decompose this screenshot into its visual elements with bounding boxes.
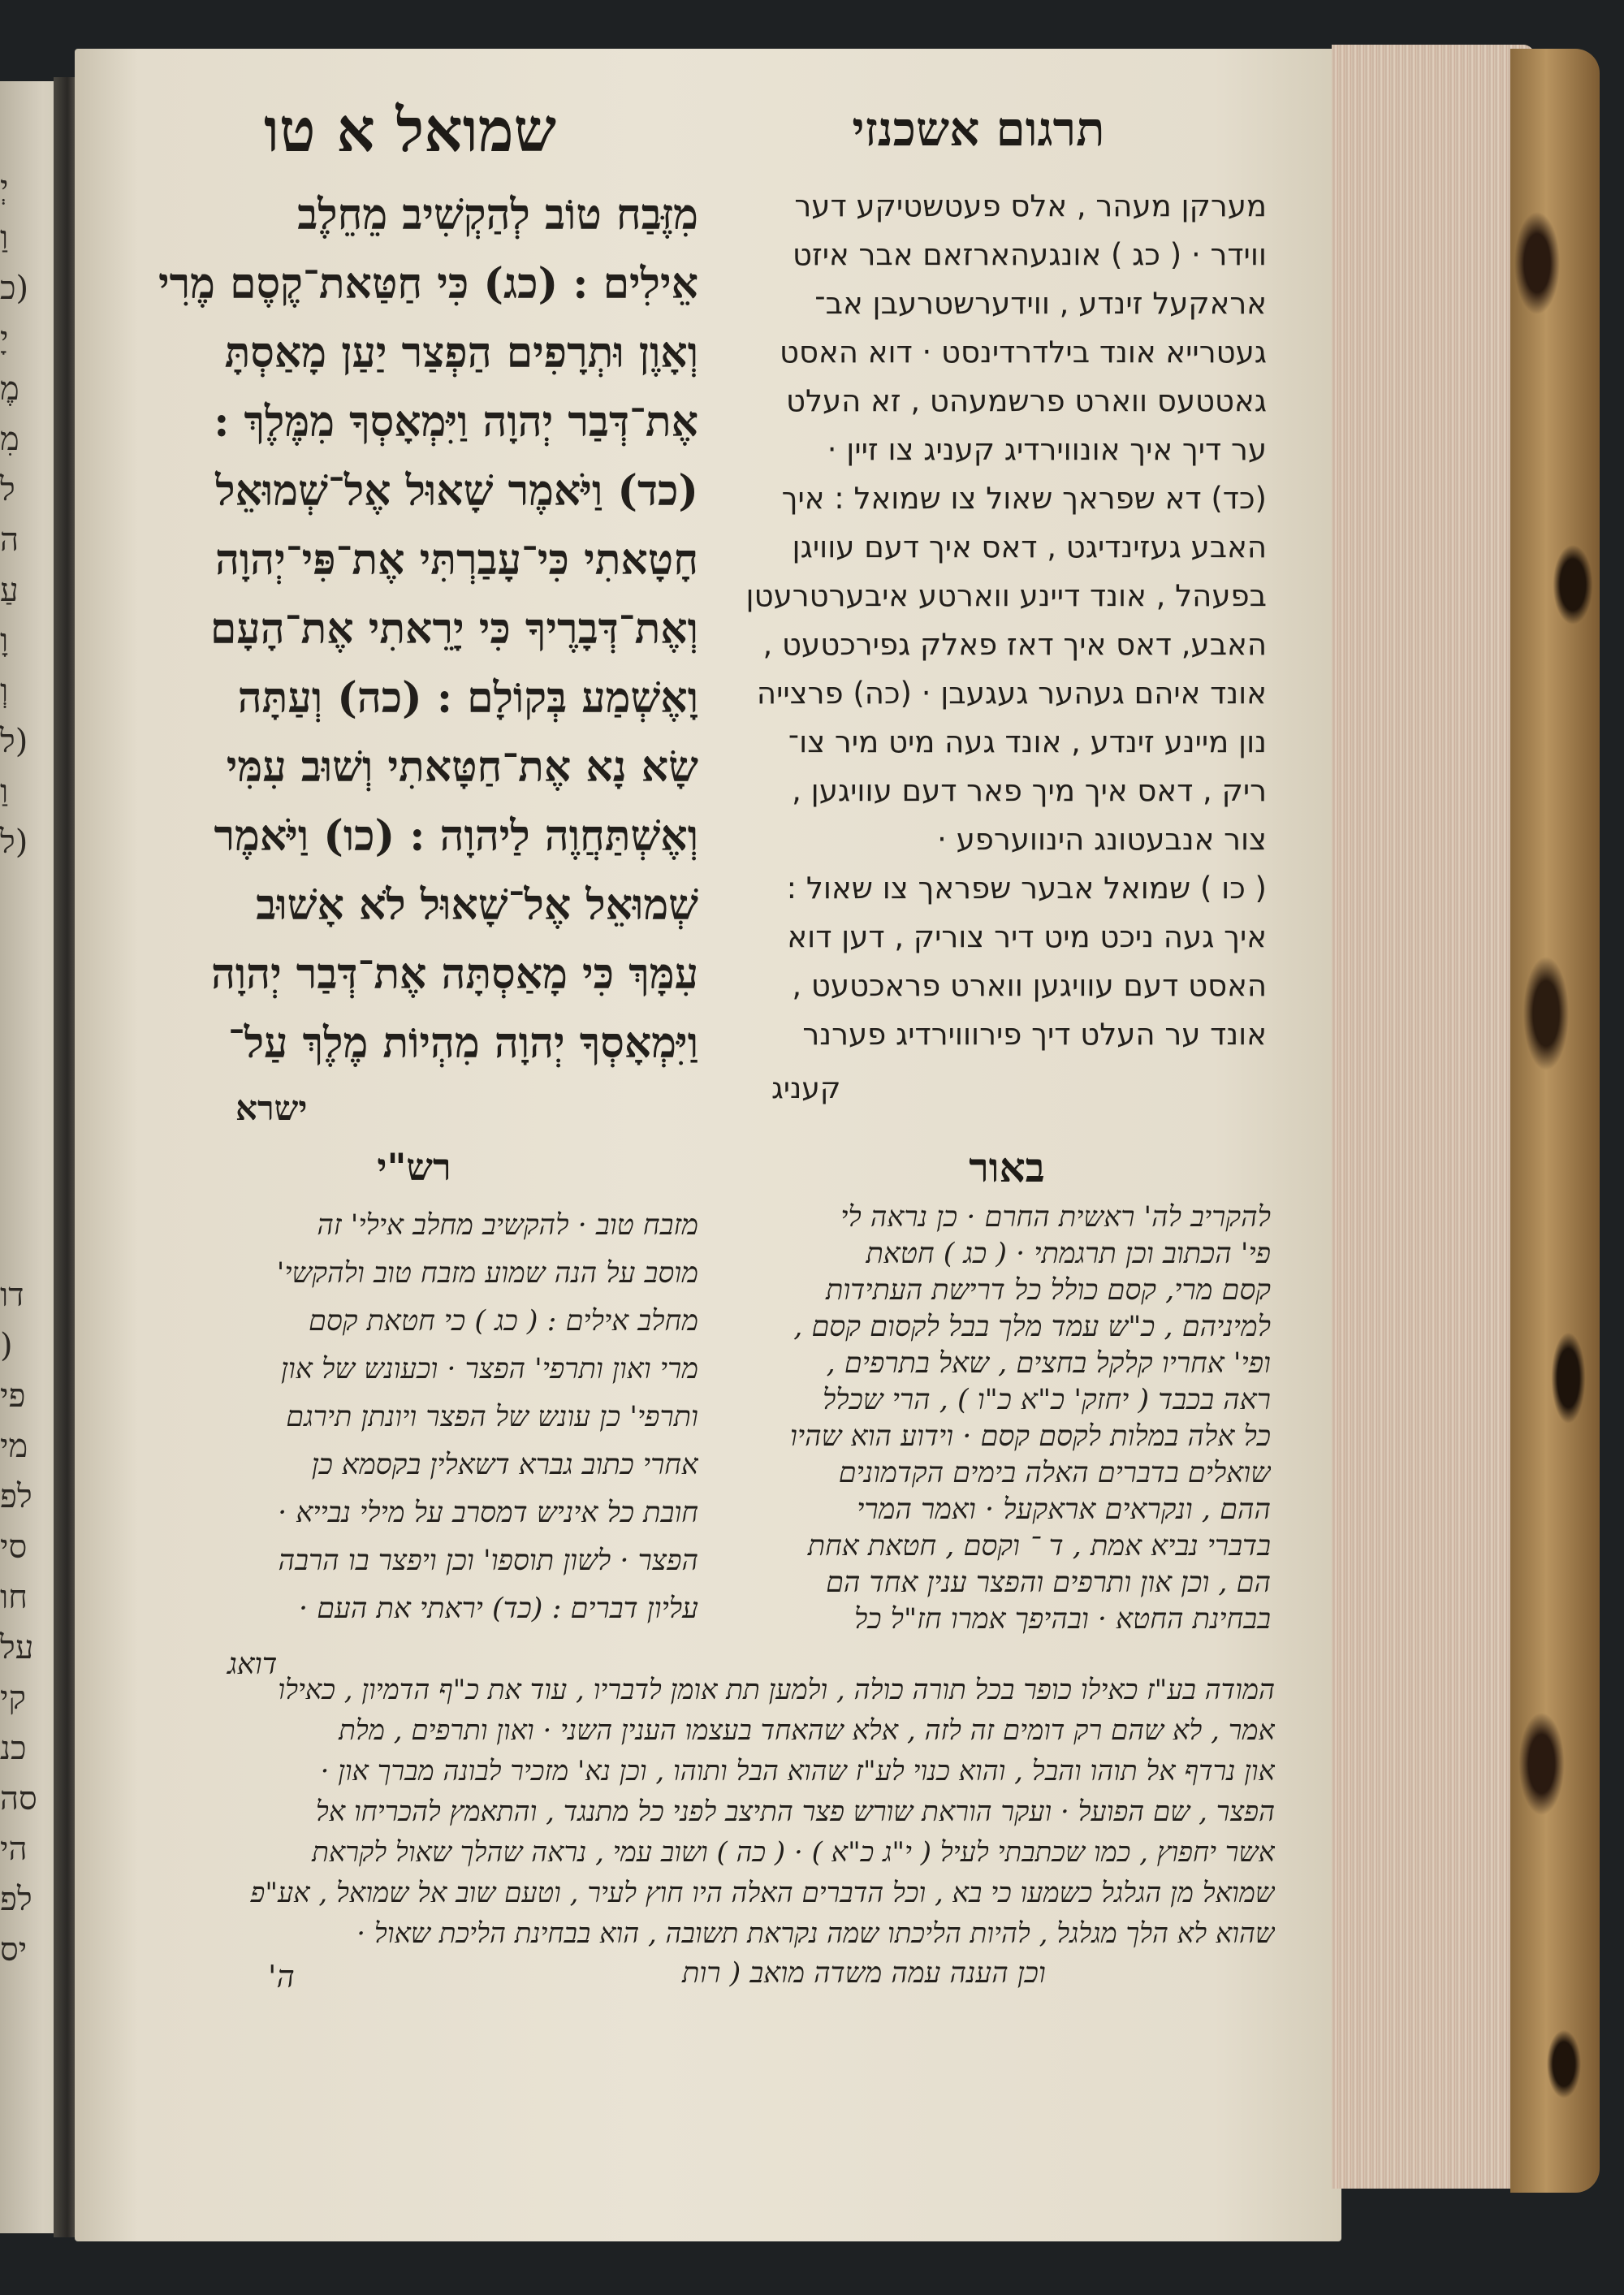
left-margin-fragment: עַ [0,572,19,609]
targum-line: איך געה ניכט מיט דיר צוריק , דען דוא [787,919,1267,954]
hebrew-verse-line: (כד) וַיֹּאמֶר שָׁאוּל אֶל־שְׁמוּאֵל [215,466,698,516]
left-margin-fragment: (ל [0,823,28,861]
left-margin-fragment [0,1220,49,1270]
beur-line: הם , וכן און ותרפים והפצר ענין אחד הם [826,1567,1271,1599]
targum-line: ער דיך איך אונווירדיג קעניג צו זיין · [827,432,1267,467]
left-margin-fragment: כנ [0,1730,27,1767]
beur-heading: באור [969,1143,1045,1191]
left-margin-fragment: מי [0,1428,28,1465]
rashi-line: עליון דברים : (כד) יראתי את העם · [298,1593,698,1625]
targum-line: אונד ער העלט דיך פירוווירדיג פערנר [802,1017,1267,1052]
targum-line: געטרייא אונד בילדרדינסט · דוא האסט [780,335,1267,370]
targum-catchword: קעניג [771,1072,841,1105]
beur-line: בדברי נביא אמת , ד ־ וקסם , חטאת אחת [807,1530,1271,1562]
targum-line: אונד איהם געהער געגעבן · (כה) פרצייה [756,676,1267,711]
targum-line: (כד) דא שפראך שאול צו שמואל : איך [781,481,1267,516]
left-margin-fragment: הי [0,1830,28,1868]
targum-line: האבע, דאס איך דאז פאלק גפירכטעט , [762,627,1267,662]
left-margin-fragment: על [0,1629,34,1666]
beur-wide-line: שהוא לא הלך מגלגל , להיות הליכתו שמה נקראת תשובה , הוא בבחינת הליכת שאול · [356,1917,1275,1950]
left-margin-fragment [0,867,49,918]
left-margin-fragment: ה [0,521,19,559]
left-margin-fragment: חו [0,1579,28,1616]
left-margin-fragment: דו [0,1277,24,1314]
book-heading [219,96,601,166]
left-margin-fragment: לפ [0,1478,32,1515]
targum-line: בפעהל , אונד דיינע ווארטע איבערטרעטן [745,578,1267,613]
rashi-line: הפצר · לשון תוספו' וכן ויפצר בו הרבה [278,1545,698,1577]
beur-line: כל אלה במלות לקסם קסם · וידוע הוא שהיו [790,1420,1271,1453]
left-margin-fragment [0,968,49,1018]
left-margin-fragment: סי [0,1528,28,1566]
page-number: טו [263,96,316,166]
signature-mark: ה' [268,1959,295,1995]
beur-wide-line: הפצר , שם הפועל · ועקר הוראת שורש פצר התיצב לפני כל מתנגד , והתאמץ להכריחו אל [315,1796,1275,1828]
targum-line: צור אנבעטונג הינווערפע · [937,822,1267,857]
left-margin-fragment: לֹ [0,471,15,508]
left-margin-fragment: וַ [0,219,9,257]
commentary-last-line: וכן הענה עמה משדה מואב ( רות [682,1957,1046,1990]
targum-line: ווידר · ( כג ) אונגעהארזאם אבר איזט [792,237,1267,272]
beur-line: להקריב לה' ראשית החרם · כן נראה לי [840,1201,1271,1234]
left-margin-fragment [0,918,49,968]
left-margin-fragment: קי [0,1679,26,1717]
rashi-line: אחרי כתוב גברא דשאלין בקסמא כן [311,1449,698,1481]
left-margin-fragment: מִ [0,421,19,458]
beur-wide-line: און נרדף אל תוהו והבל , והוא כנוי לע"ז שהוא הבל ותוהו , וכן נא' מזכיר לבונה מברך און · [320,1755,1275,1787]
targum-line: האסט דעם עוויגען ווארט פראכטעט , [792,968,1267,1003]
rashi-line: מחלב אילים : ( כג ) כי חטאת קסם [308,1305,698,1338]
left-margin-fragment: לפ [0,1881,32,1918]
beur-line: פי' הכתוב וכן תרגמתי · ( כג ) חטאת [866,1238,1271,1270]
rashi-line: חובת כל איניש דמסרב על מילי נבייא · [278,1497,698,1529]
book-name: שמואל א [336,96,556,166]
targum-line: ריק , דאס איך מיך פאר דעם עוויגען , [792,773,1267,808]
rashi-line: ותרפי' כן עונש של הפצר ויונתן תירגם [286,1401,698,1433]
rashi-heading: רש"י [377,1145,451,1189]
hebrew-verse-line: שָׂא נָא אֶת־חַטָּאתִי וְשׁוּב עִמִּי [226,742,698,792]
beur-wide-line: אשר יחפוץ , כמו שכתבתי לעיל ( י"ג כ"א ) · ( כה ) ושוב עמי , נראה שהלך שאול לקראת [312,1836,1275,1869]
targum-line: ( כו ) שמואל אבער שפראך צו שאול : [786,871,1267,905]
left-margin-fragment: (כ [0,270,29,307]
left-margin-fragment: יָ [0,320,9,357]
left-margin-fragment [0,1119,49,1169]
left-margin-fragment: ( [0,1327,13,1364]
left-margin-fragment: סה [0,1780,37,1817]
targum-line: נון מיינע זינדע , אונד געה מיט מיר צו־ [788,724,1267,759]
beur-wide-line: שמואל מן הגלגל כשמעו כי בא , וכל הדברים האלה היו חוץ לעיר , וטעם שוב אל שמואל , אע"פ [250,1877,1275,1909]
rashi-line: מזבח טוב · להקשיב מחלב אילי' זה [317,1209,698,1242]
hebrew-verse-line: מִזֶּבַח טוֹב לְהַקְשִׁיב מֵחֵלֶב [297,190,698,240]
left-margin-fragment: יס [0,1931,28,1969]
left-margin-fragment: יְ [0,169,9,206]
hebrew-verse-line: וָאֶשְׁמַע בְּקוֹלָם : (כה) וְעַתָּה [237,673,698,723]
targum-heading: תרגום אשכנזי [852,102,1105,157]
targum-line: האבע געזינדיגט , דאס איך דעם עוויגן [792,529,1267,564]
rashi-catchword: דואג [227,1648,278,1681]
left-margin-fragment: וַ [0,773,9,810]
beur-wide-line: אמר , לא שהם רק דומים זה לזה , אלא שהאחד בעצמו הענין השני · ואון ותרפים , מלת [339,1714,1275,1747]
targum-line: אראקעל זינדע , ווידערשטרעבן אב־ [814,286,1267,321]
beur-line: למיניהם , כ"ש עמד מלך בבל לקסום קסם , [793,1311,1271,1343]
left-margin-fragment: וְ [0,672,9,710]
left-margin-fragment: (ל [0,723,28,760]
hebrew-verse-line: עִמָּךְ כִּי מָאַסְתָּה אֶת־דְּבַר יְהוָה [210,949,698,999]
marbled-cover [1510,49,1600,2193]
left-margin-fragment [0,1018,49,1069]
beur-line: בבחינת החטא · ובהיפך אמרו חז"ל כל [854,1603,1271,1636]
hebrew-verse-line: אֶת־דְּבַר יְהוָה וַיִּמְאָסְךָ מִמֶּלֶךְ : [214,397,698,447]
left-margin-fragment [0,1069,49,1119]
beur-line: קסם מרי, קסם כולל כל דרישת העתידות [825,1274,1271,1307]
page-edges [1332,45,1535,2189]
left-margin-fragment: וָ [0,622,9,659]
hebrew-verse-line: וְאֶת־דְּבָרֶיךָ כִּי יָרֵאתִי אֶת־הָעָם [209,604,698,654]
left-margin-fragment: מֶ [0,370,19,408]
hebrew-catchword: ישרא [235,1088,308,1128]
hebrew-verse-line: וְאֶשְׁתַּחֲוֶה לַיהוָה : (כו) וַיֹּאמֶר [214,811,698,861]
left-margin-fragment [0,1169,49,1220]
beur-line: ראה בכבד ( יחזק' כ"א כ"ו ) , הרי שכלל [822,1384,1271,1416]
beur-line: ופי' אחריו קלקל בחצים , שאל בתרפים , [826,1347,1271,1380]
rashi-line: מוסב על הנה שמוע מזבח טוב ולהקשי' [276,1257,698,1290]
targum-line: מערקן מעהר , אלס פעטשטיקע דער [794,188,1267,223]
hebrew-verse-line: חָטָאתִי כִּי־עָבַרְתִּי אֶת־פִּי־יְהוָה [214,535,698,585]
targum-line: גאטטעס ווארט פרשמעהט , זא העלט [785,383,1267,418]
hebrew-verse-line: שְׁמוּאֵל אֶל־שָׁאוּל לֹא אָשׁוּב [256,880,698,930]
hebrew-verse-line: אֵילִים : (כג) כִּי חַטַּאת־קֶסֶם מֶרִי [158,259,698,309]
hebrew-verse-line: וְאָוֶן וּתְרָפִים הַפְצַר יַעַן מָאַסְתָּ [224,328,698,378]
beur-line: ההם , ונקראים אראקעל · ואמר המרי [857,1493,1271,1526]
hebrew-verse-line: וַיִּמְאָסְךָ יְהוָה מִהְיוֹת מֶלֶךְ עַל־ [227,1018,698,1068]
rashi-line: מרי ואון ותרפי' הפצר · וכעונש של און [281,1353,698,1385]
beur-line: שואלים בדברים האלה בימים הקדמונים [838,1457,1271,1489]
beur-wide-line: המודה בע"ז כאילו כופר בכל תורה כולה , ולמען תת אומן לדבריו , עוד את כ"ף הדמיון , כאילו [278,1674,1275,1706]
left-page-margin-text [0,162,49,1975]
left-margin-fragment: פי [0,1377,26,1415]
